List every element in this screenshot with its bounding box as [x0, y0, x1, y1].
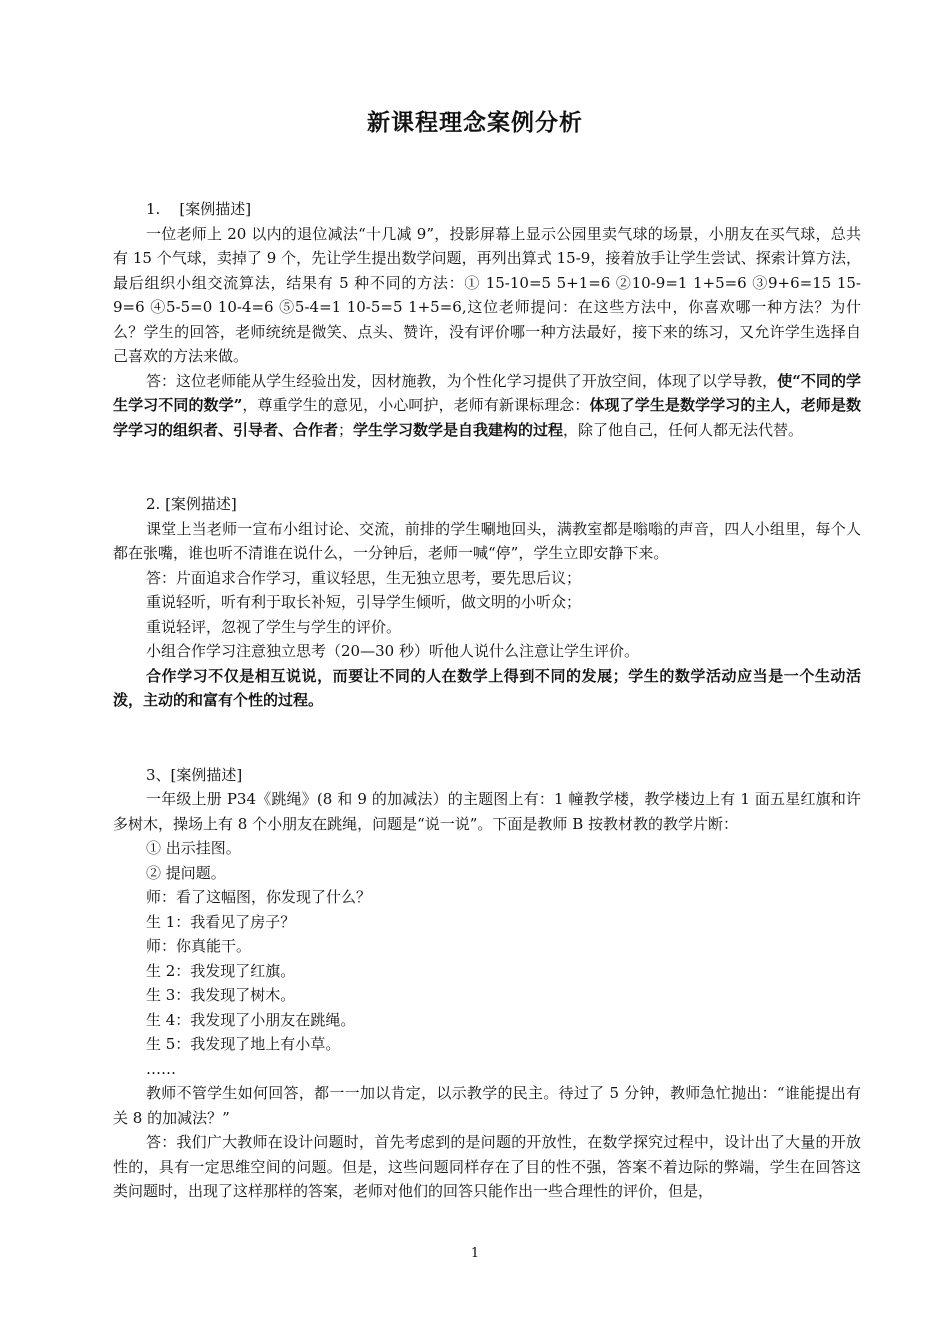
- answer-emphasis: 体现了学生是数学学习的主人，老师是数学学习的组织者、引导者、合作者: [113, 396, 861, 439]
- case-2-answer-point: 小组合作学习注意独立思考（20—30 秒）听他人说什么注意让学生评价。: [146, 642, 639, 660]
- page-number: 1: [470, 1246, 480, 1261]
- answer-text: ；: [338, 420, 354, 439]
- case-2-answer: 答：片面追求合作学习，重议轻思，生无独立思考，要先思后议；: [146, 568, 582, 587]
- case-2-conclusion: 合作学习不仅是相互说说，而要让不同的人在数学上得到不同的发展；学生的数学活动应当是一个生动活泼，主动的和富有个性的过程。: [113, 666, 861, 709]
- ellipsis-line: ……: [146, 1059, 176, 1078]
- case-3-step: ① 出示挂图。: [146, 839, 241, 857]
- answer-text: ，尊重学生的意见，小心呵护，老师有新课标理念：: [242, 396, 590, 414]
- case-3-narrative: 教师不管学生如何回答，都一一加以肯定，以示教学的民主。待过了 5 分钟，教师急忙抛出：“谁能提出有关 8 的加减法？”: [113, 1084, 861, 1127]
- page-title: 新课程理念案例分析: [367, 109, 583, 136]
- dialogue-line: 生 1：我看见了房子？: [146, 912, 296, 931]
- case-3-heading: 3、[案例描述]: [146, 765, 243, 784]
- dialogue-line: 师：看了这幅图，你发现了什么？: [146, 888, 372, 906]
- case-2-description: 课堂上当老师一宣布小组讨论、交流，前排的学生唰地回头，满教室都是嗡嗡的声音，四人小组里，每个人都在张嘴，谁也听不清谁在说什么，一分钟后，老师一喊“停”，学生立即安静下来。: [113, 519, 861, 562]
- case-3-step: ② 提问题。: [146, 863, 226, 882]
- answer-emphasis: 学生学习数学是自我建构的过程: [353, 420, 564, 439]
- dialogue-line: 生 4：我发现了小朋友在跳绳。: [146, 1010, 356, 1029]
- case-2-answer-point: 重说轻听，听有利于取长补短，引导学生倾听，做文明的小听众；: [146, 593, 582, 611]
- section-spacer: [113, 713, 861, 763]
- dialogue-line: 师：你真能干。: [146, 937, 252, 955]
- case-3-answer: 答：我们广大教师在设计问题时，首先考虑到的是问题的开放性，在数学探究过程中，设计出了大量的开放性的，具有一定思维空间的问题。但是，这些问题同样存在了目的性不强，答案不着边际的弊端，学生在回答这类问题时，出现了这样那样的答案，老师对他们的回答只能作出一些合理性的评价，但是，: [113, 1133, 861, 1200]
- answer-emphasis: 使“不同的学生学习不同的数学”: [113, 371, 861, 414]
- document-body: [113, 197, 861, 1204]
- section-spacer: [113, 442, 861, 492]
- dialogue-line: 生 2：我发现了红旗。: [146, 961, 296, 980]
- case-1-heading: 1. [案例描述]: [146, 200, 252, 218]
- answer-text: ，除了他自己，任何人都无法代替。: [563, 420, 804, 439]
- dialogue-line: 生 3：我发现了树木。: [146, 986, 296, 1004]
- dialogue-line: 生 5：我发现了地上有小草。: [146, 1035, 341, 1053]
- case-1-description: 一位老师上 20 以内的退位减法“十几减 9”，投影屏幕上显示公园里卖气球的场景，小朋友在买气球，总共有 15 个气球，卖掉了 9 个，先让学生提出数学问题，再列出算式 15-9，接着放手让学生尝试、探索计算方法，最后组织小组交流算法，结果有 5 种不同的方法：① 15-10=5 5+1=6 ②10-9=1 1+5=6 ③9+6=15 15-9=6 ④5-5=0 10-4=6 ⑤5-4=1 10-5=5 1+5=6,这位老师提问：在这些方法中，你喜欢哪一种方法？为什么？学生的回答，老师统统是微笑、点头、赞许，没有评价哪一种方法最好，接下来的练习，又允许学生选择自己喜欢的方法来做。: [113, 224, 861, 365]
- case-2-answer-point: 重说轻评，忽视了学生与学生的评价。: [146, 617, 402, 636]
- case-1-answer: [113, 369, 861, 443]
- answer-text: 答：这位老师能从学生经验出发，因材施教，为个性化学习提供了开放空间，体现了以学导教，: [146, 371, 778, 390]
- case-3-description: 一年级上册 P34《跳绳》(8 和 9 的加减法）的主题图上有：1 幢教学楼，教学楼边上有 1 面五星红旗和许多树木，操场上有 8 个小朋友在跳绳，问题是“说一说”。下面是教师 B 按教材教的教学片断：: [113, 790, 861, 833]
- case-2-heading: 2. [案例描述]: [146, 495, 237, 513]
